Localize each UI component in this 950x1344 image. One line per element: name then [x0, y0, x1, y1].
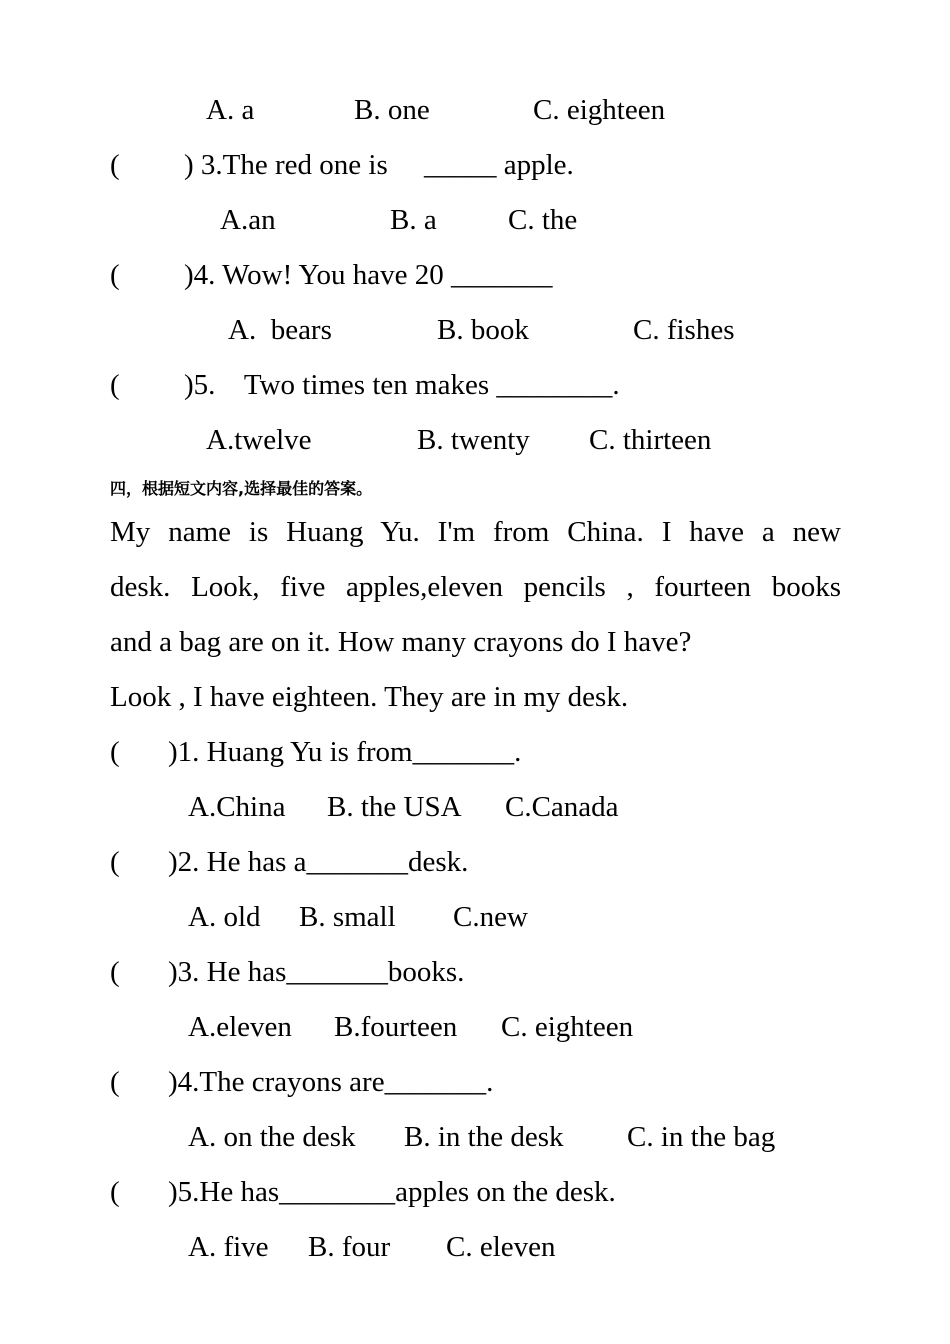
comp-q2-text: )2. He has a_______desk. [168, 846, 469, 878]
comp-q3-text: )3. He has_______books. [168, 956, 465, 988]
q3-text: ) 3.The red one is _____ apple. [184, 149, 574, 181]
comp-q5-text: )5.He has________apples on the desk. [168, 1176, 616, 1208]
passage-line-1: My name is Huang Yu. I'm from China. I have a new [110, 516, 841, 548]
comp-q4-text: )4.The crayons are_______. [168, 1066, 494, 1098]
q5-option-b: B. twenty [417, 424, 530, 456]
comp-q1-option-b: B. the USA [327, 791, 462, 823]
comp-q4-option-b: B. in the desk [404, 1121, 564, 1153]
comp-q4-option-a: A. on the desk [188, 1121, 356, 1153]
comp-q3-option-a: A.eleven [188, 1011, 292, 1043]
q3-option-c: C. the [508, 204, 578, 236]
comp-q2-option-b: B. small [299, 901, 396, 933]
comp-q2-option-c: C.new [453, 901, 528, 933]
q2-option-c: C. eighteen [533, 94, 666, 126]
comp-q3-option-c: C. eighteen [501, 1011, 634, 1043]
q2-option-b: B. one [354, 94, 430, 126]
comp-q5-option-b: B. four [308, 1231, 391, 1263]
q2-option-a: A. a [206, 94, 255, 126]
comp-q5-option-c: C. eleven [446, 1231, 556, 1263]
comp-q2-option-a: A. old [188, 901, 261, 933]
passage-line-3: and a bag are on it. How many crayons do I have? [110, 626, 692, 658]
q5-option-a: A.twelve [206, 424, 312, 456]
comp-q5-answer-paren: ( [110, 1176, 120, 1208]
q4-answer-paren: ( [110, 259, 120, 291]
passage-line-4: Look , I have eighteen. They are in my desk. [110, 681, 629, 713]
comp-q1-option-a: A.China [188, 791, 286, 823]
comp-q3-answer-paren: ( [110, 956, 120, 988]
comp-q1-option-c: C.Canada [505, 791, 619, 823]
comp-q5-option-a: A. five [188, 1231, 269, 1263]
comp-q2-answer-paren: ( [110, 846, 120, 878]
comp-q1-text: )1. Huang Yu is from_______. [168, 736, 522, 768]
comp-q3-option-b: B.fourteen [334, 1011, 458, 1043]
q4-option-a: A. bears [228, 314, 332, 346]
section-heading: 四，根据短文内容,选择最佳的答案。 [110, 479, 373, 498]
q3-option-b: B. a [390, 204, 437, 236]
q5-text: )5. Two times ten makes ________. [184, 369, 620, 401]
q3-answer-paren: ( [110, 149, 120, 181]
comp-q4-answer-paren: ( [110, 1066, 120, 1098]
q4-option-b: B. book [437, 314, 529, 346]
q3-option-a: A.an [220, 204, 276, 236]
q4-text: )4. Wow! You have 20 _______ [184, 259, 553, 291]
q5-option-c: C. thirteen [589, 424, 712, 456]
q5-answer-paren: ( [110, 369, 120, 401]
comp-q1-answer-paren: ( [110, 736, 120, 768]
q4-option-c: C. fishes [633, 314, 735, 346]
passage-line-2: desk. Look, five apples,eleven pencils , fourteen books [110, 571, 841, 603]
comp-q4-option-c: C. in the bag [627, 1121, 776, 1153]
